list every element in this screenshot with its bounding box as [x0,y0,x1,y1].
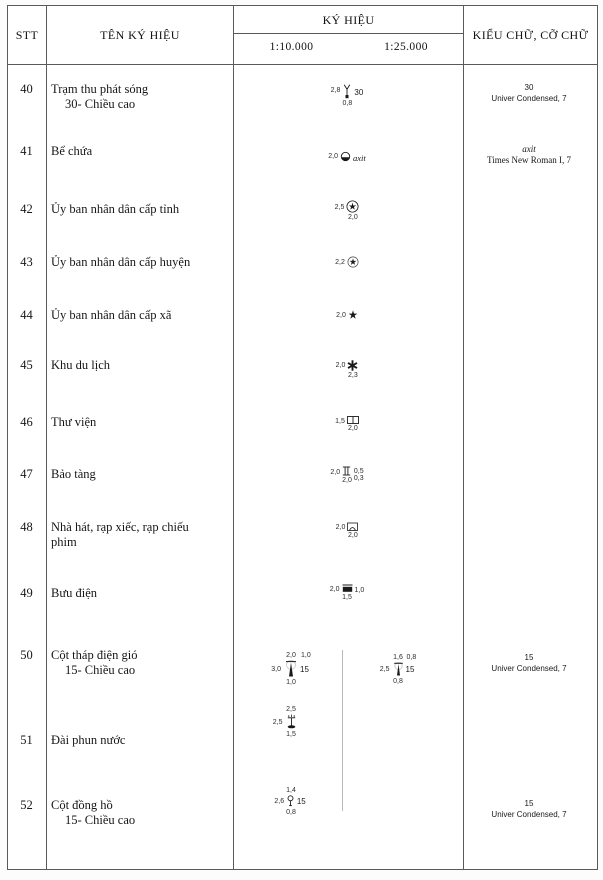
dim-top: 2,0 [286,652,296,659]
table-row [0,787,603,827]
antenna-mast-icon [342,84,352,99]
stt-cell: 52 [20,798,33,812]
symbol-value: 30 [354,88,364,97]
dim-bottom: 1,5 [286,731,296,738]
symbol-value: 15 [296,797,306,806]
font-line1: axit [522,144,536,154]
name-line1: Bảo tàng [51,467,96,481]
icon-wrap [347,416,359,432]
table-row [0,255,603,269]
dim-left: 2,6 [274,798,285,805]
icon-wrap [342,84,352,107]
font-line2: Times New Roman I, 7 [487,155,571,165]
dim-right-bottom: 0,3 [353,475,364,482]
dim-left: 2,0 [329,586,340,593]
clock-post-icon [286,795,295,808]
dim-left: 2,0 [330,469,341,476]
symbol-cell [232,151,462,163]
dim-top: 1,4 [286,787,296,794]
dim-left: 2,2 [335,259,345,266]
table-row [0,467,603,484]
dim-bottom: 0,8 [342,100,353,107]
font-line1: 15 [524,653,534,662]
header-scale-10000: 1:10.000 [269,41,314,53]
icon-wrap [286,795,295,808]
asterisk-icon [347,360,358,371]
name-cell [51,308,225,323]
dim-bottom: 1,5 [342,594,352,601]
dim-left: 2,5 [272,718,283,726]
dim-left: 2,5 [379,666,390,673]
theater-icon [347,522,358,531]
font-line2: Univer Condensed, 7 [491,810,567,819]
name-cell [51,255,225,270]
name-line1: Bể chứa [51,144,93,158]
name-cell [51,586,225,601]
dim-bottom: 1,0 [286,679,296,686]
font-cell [462,82,596,104]
name-line1: Cột đồng hồ [51,798,113,812]
star-circle-icon [346,200,359,213]
font-cell [462,652,596,674]
storage-tank-icon [340,151,351,162]
symbol-cell-10000 [245,652,337,686]
subheader-divider [234,33,463,34]
name-cell [51,202,225,217]
name-line2: 15- Chiều cao [65,663,136,677]
header-font: KIỂU CHỮ, CỠ CHỮ [472,28,589,42]
dim-bottom: 2,0 [347,532,358,539]
header-symbol: KÝ HIỆU [322,13,375,27]
wind-tower-icon [392,662,405,677]
star-circle-icon [347,256,359,268]
symbol-cell [232,522,462,539]
symbol-cell-25000 [352,654,444,685]
table-row [0,415,603,432]
name-line1: Ủy ban nhân dân cấp xã [51,308,172,322]
dim-right-top: 0,5 [353,468,364,475]
dim-left: 1,5 [335,418,345,425]
name-cell [51,82,225,112]
name-line1: Thư viện [51,415,97,429]
symbol-value: 15 [405,665,415,674]
symbol-cell [232,466,462,484]
font-line1: 30 [524,83,534,92]
dim-left: 2,8 [330,87,341,94]
font-cell [462,798,596,820]
font-line2: Univer Condensed, 7 [491,94,567,103]
name-line1: Đài phun nước [51,733,126,747]
stt-cell: 50 [20,648,33,662]
icon-wrap [347,522,358,539]
name-line1: Khu du lịch [51,358,111,372]
symbol-cell [232,256,462,268]
name-line1: Bưu điện [51,586,98,600]
dim-right: 0,8 [406,654,417,661]
symbol-cell-10000 [245,787,337,816]
symbol-cell [232,360,462,379]
font-line1: 15 [524,799,534,808]
dim-right-stack [354,468,364,482]
stt-cell: 47 [20,467,33,481]
stt-cell: 48 [20,520,33,534]
name-cell [51,798,225,828]
dim-right: 1,0 [354,587,365,594]
dim-bottom: 2,0 [342,477,352,484]
museum-column-icon [342,466,351,476]
icon-wrap [392,662,405,677]
table-row [0,520,603,549]
header-stt: STT [15,28,39,42]
symbol-cell [232,200,462,221]
table-row [0,82,603,111]
name-line2: phim [51,535,77,549]
open-book-icon [347,416,359,424]
fountain-icon [285,714,298,730]
symbol-cell [232,84,462,107]
table-row [0,308,603,322]
name-cell [51,415,225,430]
name-line1: Cột tháp điện gió [51,648,138,662]
symbol-value: 15 [300,664,309,674]
table-row [0,202,603,221]
name-line1: Ủy ban nhân dân cấp huyện [51,255,191,269]
symbol-cell [232,584,462,601]
stt-cell: 46 [20,415,33,429]
post-office-icon [342,584,353,593]
name-cell [51,648,225,678]
table-row [0,706,603,747]
name-cell [51,733,225,748]
dim-bottom: 2,0 [347,214,358,221]
icon-wrap [342,584,353,601]
scale-subcolumn-divider [342,650,343,811]
star-icon [348,310,358,320]
name-line2: 30- Chiều cao [65,97,136,111]
name-cell [51,144,225,159]
stt-cell: 44 [20,308,33,322]
symbol-value: axit [352,153,366,163]
dim-left: 2,0 [336,312,346,319]
dim-right: 1,0 [301,652,311,659]
font-cell [462,144,596,166]
dim-top: 1,6 [393,654,403,661]
icon-wrap [283,660,299,678]
header-divider [8,64,597,65]
dim-bottom: 2,0 [347,425,358,432]
name-cell [51,467,225,482]
symbol-cell [232,416,462,432]
dim-bottom: 0,8 [286,809,296,816]
stt-cell: 43 [20,255,33,269]
wind-tower-icon [283,660,299,678]
dim-bottom: 0,8 [393,678,403,685]
font-line2: Univer Condensed, 7 [491,664,567,673]
name-line2: 15- Chiều cao [65,813,136,827]
name-line1: Nhà hát, rạp xiếc, rạp chiếu [51,520,189,534]
name-cell [51,358,225,373]
icon-wrap [285,714,298,730]
symbol-cell [232,310,462,320]
stt-cell: 49 [20,586,33,600]
name-line1: Trạm thu phát sóng [51,82,149,96]
name-cell [51,520,225,550]
name-line1: Ủy ban nhân dân cấp tỉnh [51,202,180,216]
stt-cell: 51 [20,733,33,747]
table-row [0,358,603,379]
dim-top: 2,5 [286,706,296,713]
table-row [0,586,603,601]
header-name: TÊN KÝ HIỆU [100,28,180,42]
stt-cell: 45 [20,358,33,372]
dim-left: 2,5 [334,204,345,211]
dim-left: 2,0 [328,153,338,160]
table-row [0,144,603,165]
dim-bottom: 2,3 [347,372,358,379]
header-scale-25000: 1:25.000 [384,41,428,53]
dim-left: 2,0 [335,524,346,531]
icon-wrap [346,200,359,221]
dim-left: 2,0 [335,362,346,369]
stt-cell: 41 [20,144,33,158]
stt-cell: 40 [20,82,33,96]
icon-wrap [347,360,358,379]
icon-wrap [342,466,352,484]
dim-left: 3,0 [271,665,281,673]
symbol-cell-10000 [245,706,337,738]
table-row [0,648,603,686]
stt-cell: 42 [20,202,33,216]
